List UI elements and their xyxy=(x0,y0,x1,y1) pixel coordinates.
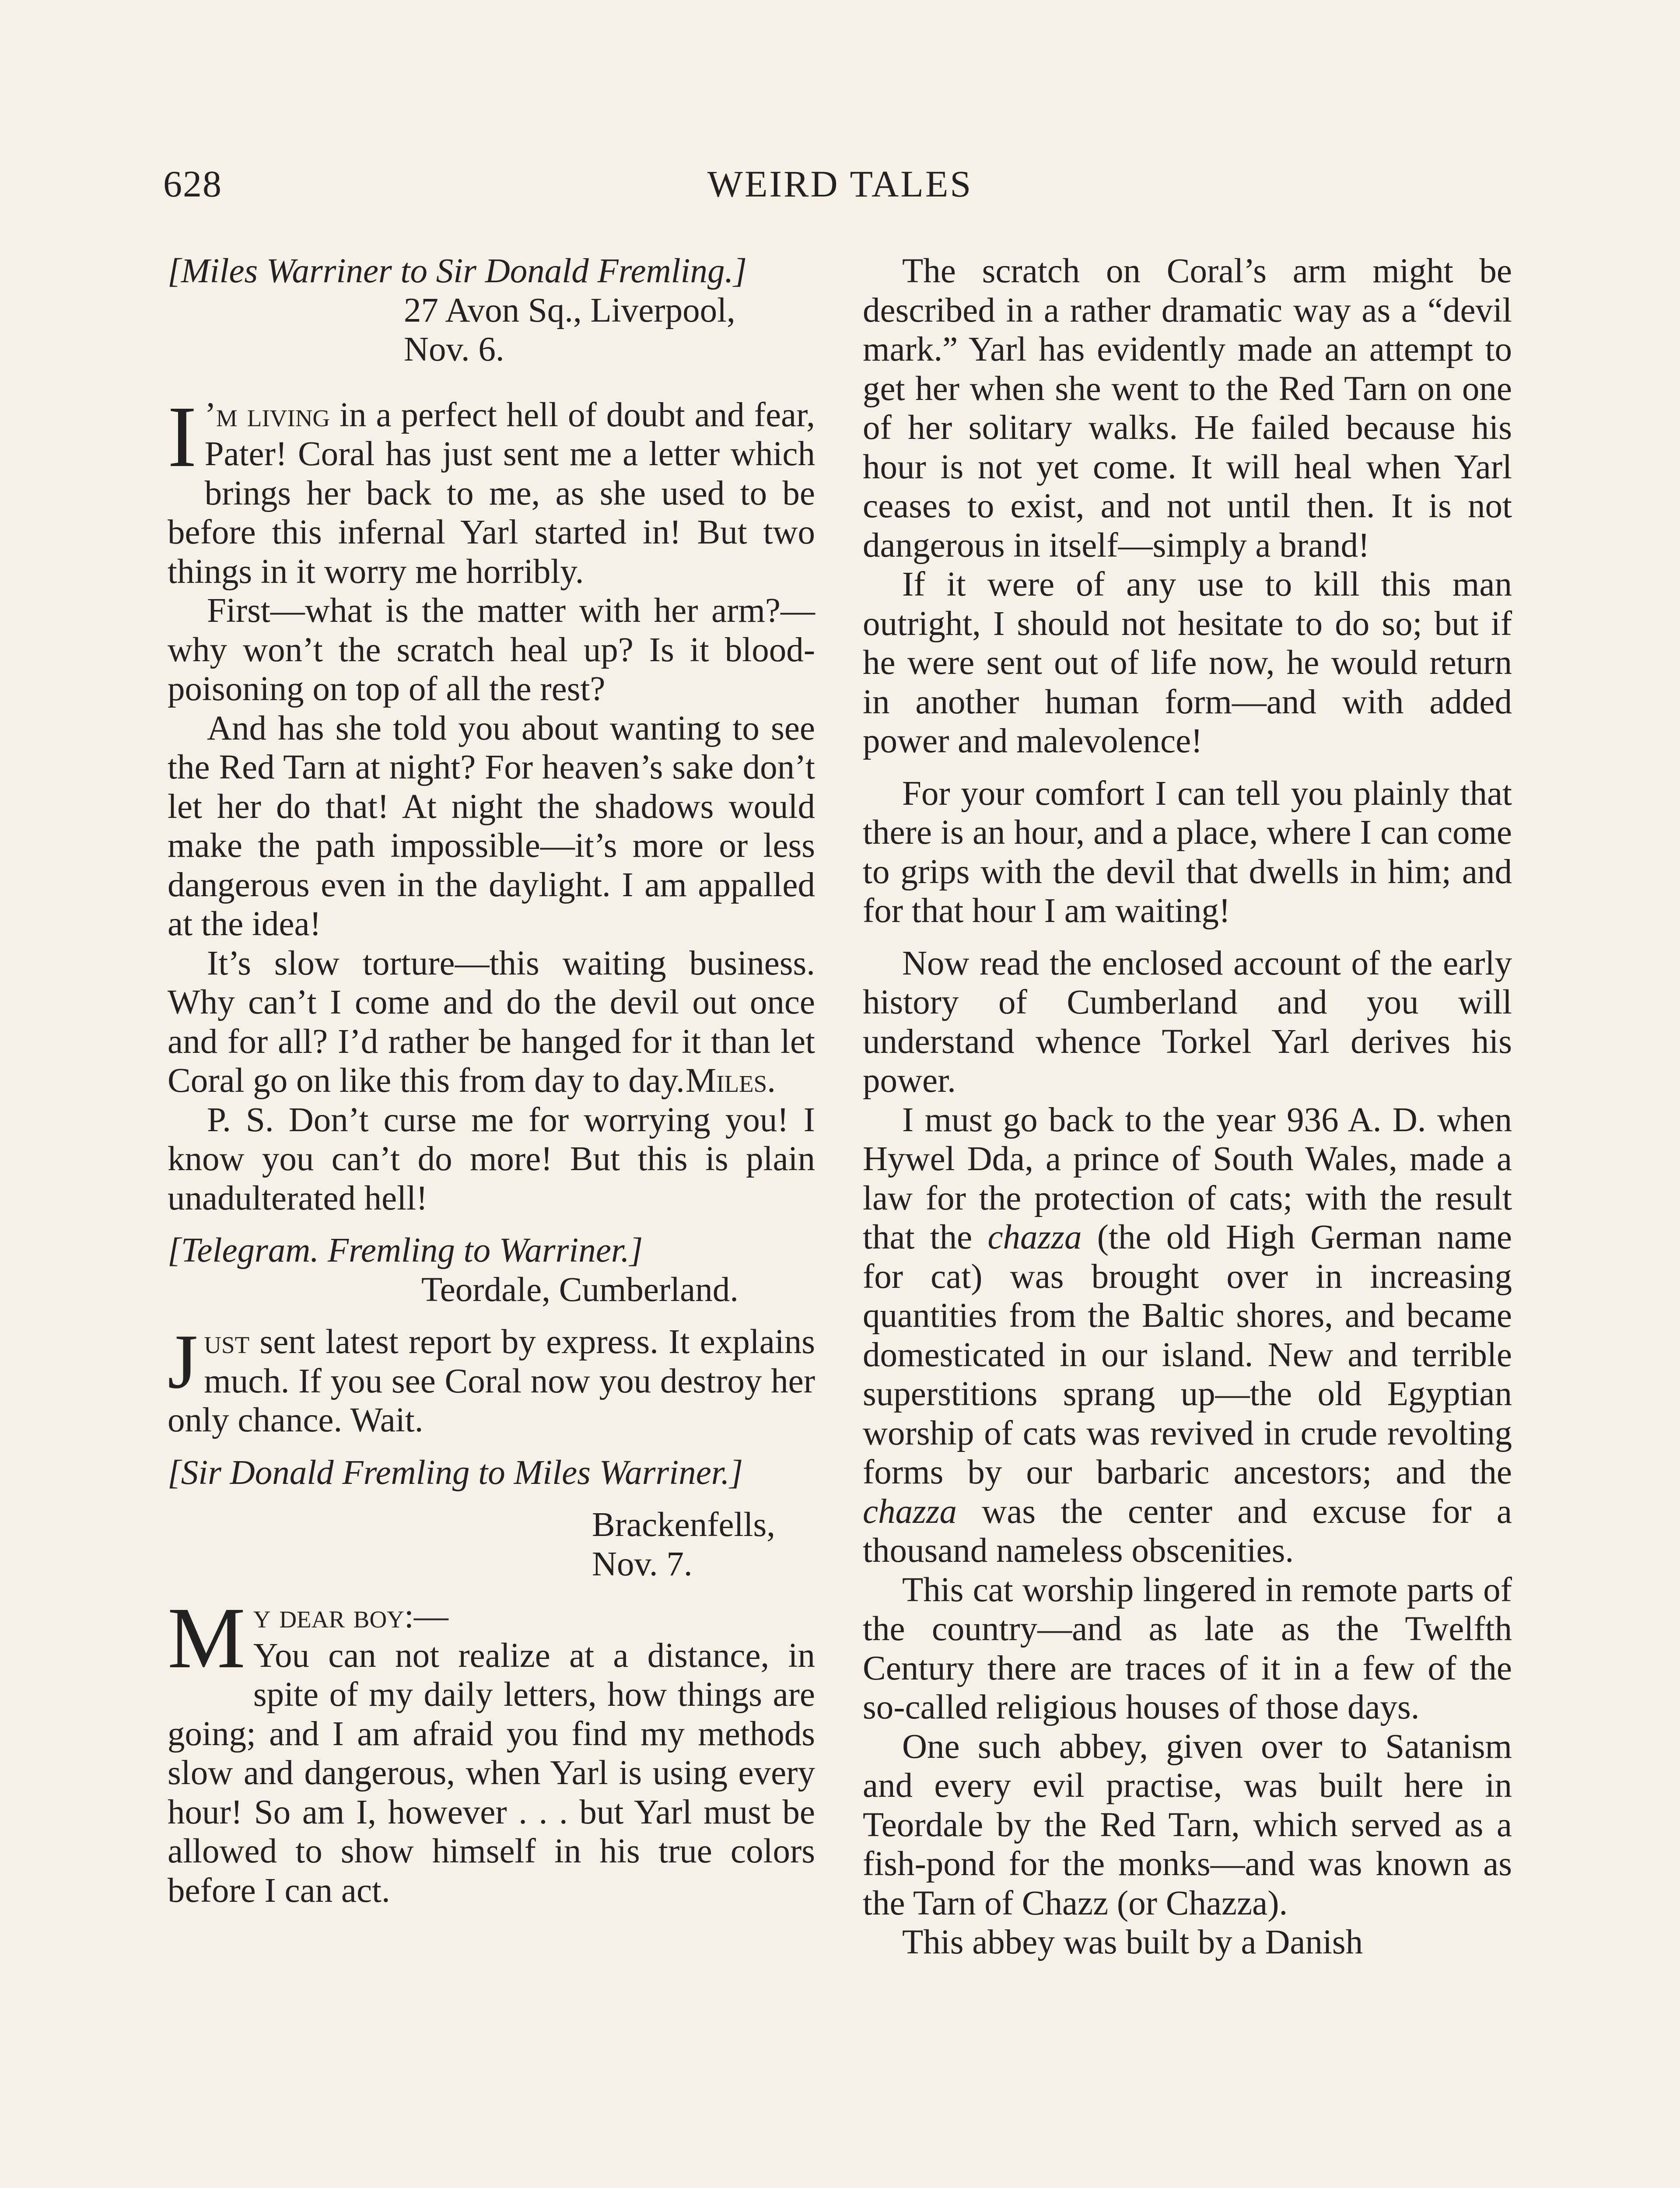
telegram-location: Teordale, Cumberland. xyxy=(421,1270,738,1309)
right-paragraph-5 xyxy=(863,1101,1512,1571)
paragraph-text: sent latest report by express. It explains much. If you see Coral now you destroy her only chance. Wait. xyxy=(168,1323,815,1439)
right-paragraph-2: If it were of any use to kill this man outright, I should not hesitate to do so; but if he were sent out of life now, he would return in another human form—and with added power and malevolence! xyxy=(863,565,1512,760)
italic-word: chazza xyxy=(863,1492,957,1531)
letter1-paragraph-4: It’s slow torture—this waiting business. Why can’t I come and do the devil out once and for all? I’d rather be hanged for it than let Coral go on like this from day to day. xyxy=(168,944,815,1100)
dropcap: I xyxy=(168,388,197,485)
right-paragraph-7: One such abbey, given over to Satanism and every evil practise, was built here in Teordale by the Red Tarn, which served as a fish-pond for the monks—and was known as the Tarn of Chazz (or Chazza). xyxy=(863,1727,1512,1922)
letter2-heading: [Sir Donald Fremling to Miles Warriner.] xyxy=(168,1453,743,1492)
right-paragraph-3: For your comfort I can tell you plainly that there is an hour, and a place, where I can come to grips with the devil that dwells in him; and for that hour I am waiting! xyxy=(863,774,1512,930)
letter1-postscript: P. S. Don’t curse me for worrying you! I know you can’t do more! But this is plain unadulterated hell! xyxy=(168,1101,815,1217)
running-header: WEIRD TALES xyxy=(707,163,973,205)
paragraph-text: You can not realize at a distance, in spite of my daily letters, how things are going; and I am afraid you find my methods slow and dangerous, when Yarl is using every hour! So am I, however . . . but Yarl must be allowed to show himself in his true colors before I can act. xyxy=(168,1636,815,1910)
letter1-paragraph-2: First—what is the matter with her arm?—why won’t the scratch heal up? Is it blood-poisoning on top of all the rest? xyxy=(168,592,815,708)
right-paragraph-6: This cat worship lingered in remote parts of the country—and as late as the Twelfth Century there are traces of it in a few of the so-called religious houses of those days. xyxy=(863,1571,1512,1726)
left-column xyxy=(168,252,815,1910)
right-paragraph-8: This abbey was built by a Danish xyxy=(902,1923,1363,1961)
lead-in: ust xyxy=(204,1323,250,1361)
paragraph-text: was the center and excuse for a thousand nameless obscenities. xyxy=(863,1492,1512,1570)
letter1-address: 27 Avon Sq., Liverpool, xyxy=(404,291,735,330)
letter1-heading: [Miles Warriner to Sir Donald Fremling.] xyxy=(168,252,747,290)
letter1-date: Nov. 6. xyxy=(404,330,504,368)
paragraph-text: (the old High German name for cat) was brought over in increasing quantities from the Baltic shores, and became domesticated in our island. New and terrible superstitions sprang up—the old Egyptian worship of cats was revived in crude revolting forms by our barbaric ancestors; and the xyxy=(863,1218,1512,1491)
letter2-paragraph-1 xyxy=(168,1590,815,1910)
letter1-paragraph-3: And has she told you about wanting to see the Red Tarn at night? For heaven’s sake don’t let her do that! At night the shadows would make the path impossible—it’s more or less dangerous even in the daylight. I am appalled at the idea! xyxy=(168,709,815,943)
salutation: y dear boy:— xyxy=(253,1597,448,1635)
dropcap: M xyxy=(168,1590,245,1687)
italic-word: chazza xyxy=(987,1218,1082,1256)
letter2-date: Nov. 7. xyxy=(592,1545,693,1583)
right-column xyxy=(863,252,1512,1962)
lead-in: ’m living xyxy=(204,396,330,434)
right-paragraph-4: Now read the enclosed account of the early history of Cumberland and you will understand whence Torkel Yarl derives his power. xyxy=(863,944,1512,1100)
letter1-paragraph-1 xyxy=(168,388,815,592)
letter2-address: Brackenfells, xyxy=(592,1506,775,1544)
letter1-signature: Miles. xyxy=(685,1062,776,1100)
paragraph-text: I must go back to the year 936 A. D. when Hywel Dda, a prince of South Wales, made a law for the protection of cats; with the result that the xyxy=(863,1101,1512,1256)
paragraph-text: in a perfect hell of doubt and fear, Pater! Coral has just sent me a letter which brings her back to me, as she used to be before this infernal Yarl started in! But two things in it worry me horribly. xyxy=(168,396,815,591)
telegram-label: Telegram. xyxy=(181,1231,319,1269)
page-number: 628 xyxy=(163,163,222,205)
telegram-heading-rest: Fremling to Warriner.] xyxy=(319,1231,643,1269)
right-paragraph-1: The scratch on Coral’s arm might be described in a rather dramatic way as a “devil mark.” Yarl has evidently made an attempt to get her when she went to the Red Tarn on one of her solitary walks. He failed because his hour is not yet come. It will heal when Yarl ceases to exist, and not until then. It is not dangerous in itself—simply a brand! xyxy=(863,252,1512,565)
dropcap: J xyxy=(168,1318,198,1405)
telegram-text xyxy=(168,1318,815,1440)
telegram-heading: [Telegram. Fremling to Warriner.] xyxy=(168,1231,643,1269)
